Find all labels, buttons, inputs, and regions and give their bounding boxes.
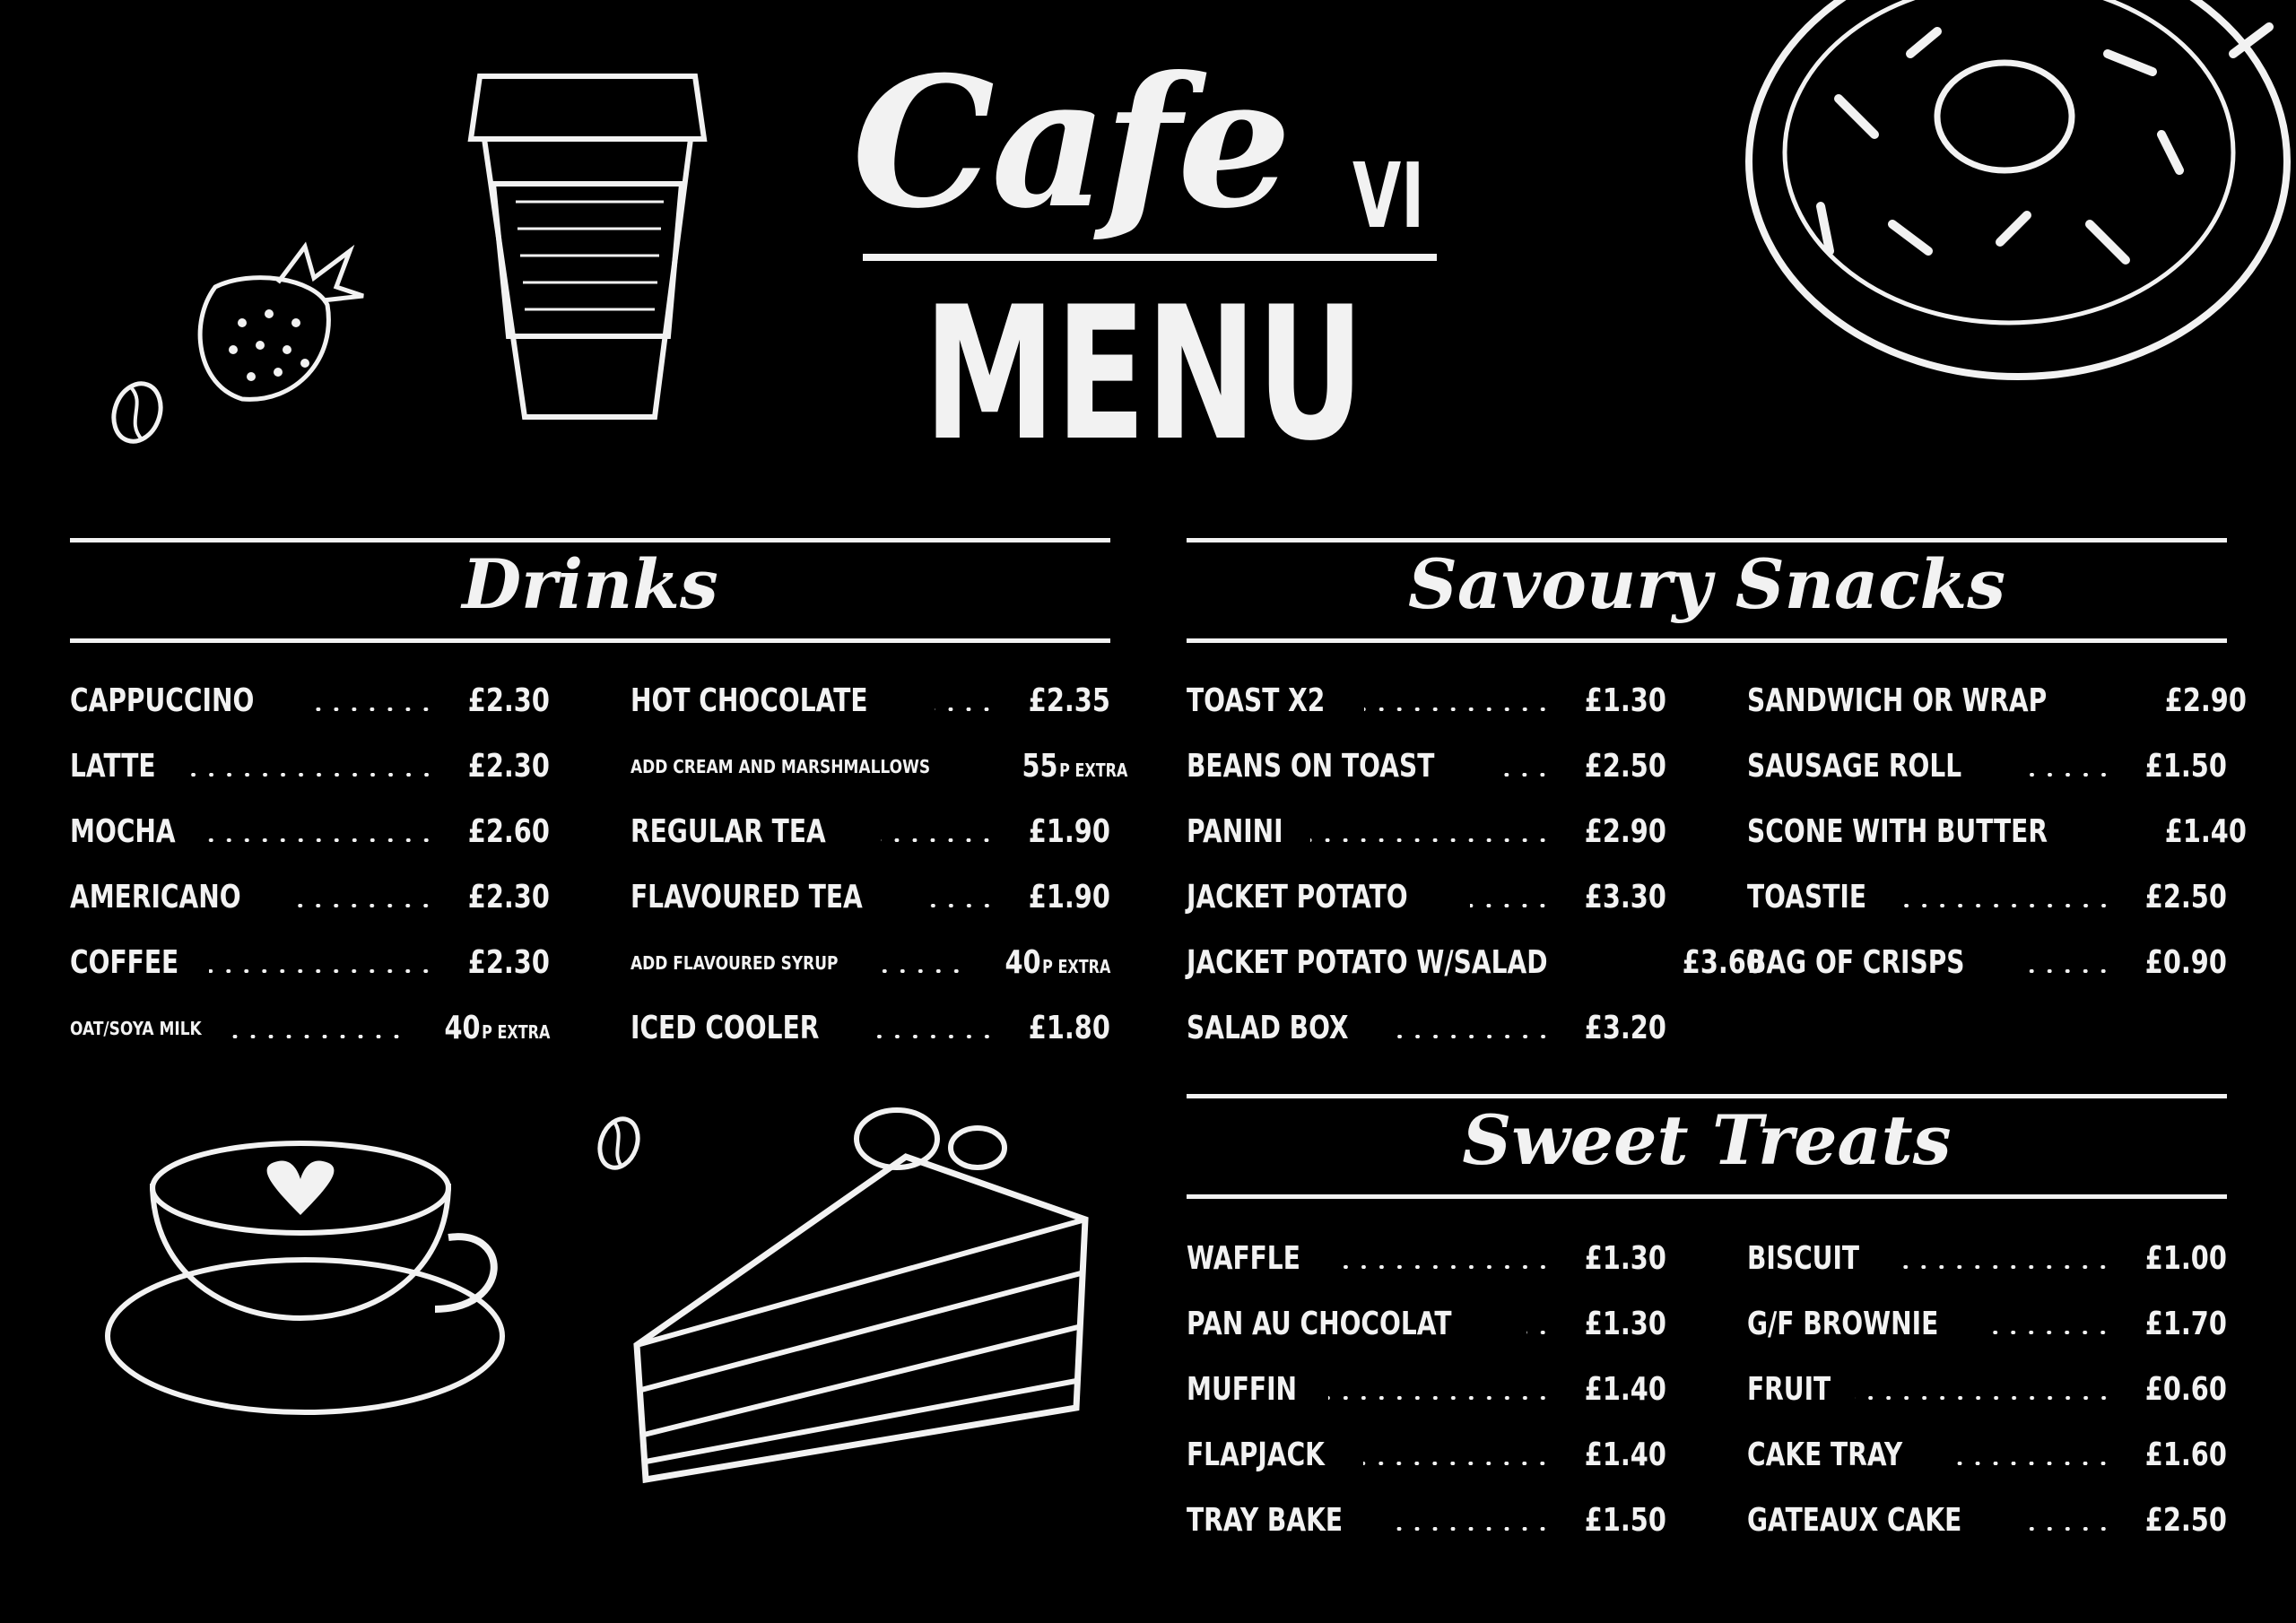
item-price [1585,1436,1666,1473]
item-name: ADD CREAM AND MARSHMALLOWS [631,755,931,777]
price-amount: £0.90 [2144,944,2227,981]
dot-leader [1387,1527,1552,1531]
price-amount: £2.50 [1584,748,1666,785]
item-name: SANDWICH OR WRAP [1747,682,2048,719]
menu-item [1747,1422,2227,1488]
menu-item [631,864,1110,930]
item-name: GATEAUX CAKE [1747,1502,1962,1539]
item-price [468,748,550,785]
savoury-section [1187,538,2227,646]
sweet-heading: Sweet Treats [1462,1100,1952,1180]
item-price [1585,1502,1666,1539]
menu-item [1187,1422,1666,1488]
price-amount: £1.50 [2144,748,2227,785]
price-amount: 55 [1022,748,1058,785]
sweet-rule-bottom [1187,1194,2227,1199]
menu-item [631,733,1128,799]
item-price [2145,1371,2227,1408]
item-name: LATTE [70,748,156,785]
drinks-section [70,538,1110,646]
menu-item [1187,1226,1666,1291]
item-name: TRAY BAKE [1187,1502,1344,1539]
dot-leader [306,707,435,711]
item-name: BAG OF CRISPS [1747,944,1965,981]
item-price [468,682,550,719]
price-amount: £1.80 [1028,1010,1110,1046]
strawberry-icon [179,233,368,412]
price-amount: £1.30 [1584,1240,1666,1277]
item-price [1585,1010,1666,1046]
drinks-heading: Drinks [462,544,718,624]
item-name: FLAPJACK [1187,1436,1325,1473]
item-name: FLAVOURED TEA [631,879,863,916]
item-price [468,879,550,916]
dot-leader [209,969,435,973]
menu-item [631,668,1110,733]
price-amount: £1.90 [1028,813,1110,850]
sweet-column-1 [1187,1226,1666,1553]
price-amount: £1.40 [1584,1371,1666,1408]
menu-item [1187,733,1666,799]
price-unit: P EXTRA [1041,956,1110,977]
dot-leader [1310,838,1552,842]
item-price [1585,1240,1666,1277]
menu-item [1187,864,1666,930]
price-amount: £0.60 [2144,1371,2227,1408]
item-price [1022,748,1128,785]
cake-slice-icon [619,1085,1103,1506]
item-name: SALAD BOX [1187,1010,1349,1046]
dot-leader [1504,773,1552,777]
item-name: HOT CHOCOLATE [631,682,868,719]
item-price [1029,1010,1110,1046]
price-amount: £1.30 [1584,1306,1666,1342]
drinks-rule-top [70,538,1110,542]
price-amount: £1.40 [2165,813,2248,850]
menu-item [1747,1226,2227,1291]
item-price [2145,944,2227,981]
menu-item [1187,1291,1666,1357]
price-amount: £2.30 [467,682,550,719]
price-amount: £2.30 [467,879,550,916]
savoury-heading: Savoury Snacks [1407,544,2005,624]
item-name: REGULAR TEA [631,813,826,850]
menu-item [1187,995,1666,1061]
price-amount: £1.50 [1584,1502,1666,1539]
price-amount: £2.90 [1584,813,1666,850]
item-price [1029,682,1110,719]
item-price [1029,813,1110,850]
price-amount: £3.60 [1682,944,1764,981]
dot-leader [874,969,965,973]
price-amount: £2.30 [467,944,550,981]
sweet-rule-top [1187,1094,2227,1098]
dot-leader [1363,1462,1552,1465]
item-price [1585,1371,1666,1408]
cafe-name: Cafe [852,38,1289,248]
dot-leader [1946,1462,2112,1465]
price-amount: 40 [444,1010,481,1046]
price-amount: £2.60 [467,813,550,850]
item-price [1585,879,1666,916]
dot-leader [289,904,435,907]
item-name: CAKE TRAY [1747,1436,1903,1473]
drinks-column-1 [70,668,550,1061]
menu-item [631,995,1110,1061]
item-name: G/F BROWNIE [1747,1306,1939,1342]
takeaway-cup-icon [453,58,722,435]
item-name: JACKET POTATO [1187,879,1408,916]
item-price [1585,682,1666,719]
savoury-rule-bottom [1187,638,2227,643]
dot-leader [225,1035,405,1038]
savoury-rule-top [1187,538,2227,542]
menu-item [1187,1357,1666,1422]
item-name: JACKET POTATO W/SALAD [1187,944,1548,981]
price-amount: £1.90 [1028,879,1110,916]
item-name: MOCHA [70,813,176,850]
menu-item [70,864,550,930]
item-price [1585,813,1666,850]
item-price [1029,879,1110,916]
price-amount: £2.30 [467,748,550,785]
dot-leader [928,904,996,907]
item-name: PANINI [1187,813,1283,850]
item-name: SAUSAGE ROLL [1747,748,1962,785]
item-name: CAPPUCCINO [70,682,255,719]
dot-leader [1333,1265,1552,1269]
item-price [1004,944,1110,981]
item-name: TOAST X2 [1187,682,1326,719]
dot-leader [1900,904,2113,907]
dot-leader [1526,1331,1552,1334]
latte-cup-icon [90,1130,520,1426]
item-price [2145,879,2227,916]
menu-item [70,668,550,733]
menu-item [70,799,550,864]
menu-item [70,733,550,799]
item-name: COFFEE [70,944,179,981]
price-unit: P EXTRA [1059,759,1128,781]
item-price [468,813,550,850]
dot-leader [2026,969,2112,973]
menu-item [1187,1488,1666,1553]
menu-item [631,930,1110,995]
item-name: AMERICANO [70,879,241,916]
savoury-column-2 [1747,668,2248,995]
menu-item [1187,668,1666,733]
item-price [2145,1502,2227,1539]
menu-item [1747,733,2227,799]
menu-item [1747,1291,2227,1357]
menu-item [1747,930,2227,995]
item-name: ICED COOLER [631,1010,820,1046]
dot-leader [2022,1527,2112,1531]
dot-leader [881,838,996,842]
price-amount: £3.30 [1584,879,1666,916]
dot-leader [935,707,996,711]
sweet-column-2 [1747,1226,2227,1553]
drinks-rule-bottom [70,638,1110,643]
item-price [468,944,550,981]
dot-leader [1992,1331,2112,1334]
menu-item [1747,799,2248,864]
item-price [2145,1240,2227,1277]
coffee-bean-icon [106,377,169,448]
item-name: SCONE WITH BUTTER [1747,813,2048,850]
item-price [2164,682,2246,719]
item-price [1585,748,1666,785]
dot-leader [205,838,435,842]
item-name: BISCUIT [1747,1240,1860,1277]
dot-leader [1855,1396,2113,1400]
price-amount: £2.90 [2164,682,2247,719]
price-amount: 40 [1004,944,1041,981]
dot-leader [1470,904,1552,907]
item-name: PAN AU CHOCOLAT [1187,1306,1452,1342]
price-amount: £2.35 [1028,682,1110,719]
item-name: BEANS ON TOAST [1187,748,1435,785]
item-price [2145,748,2227,785]
item-name: OAT/SOYA MILK [70,1017,202,1039]
menu-item [631,799,1110,864]
drinks-column-2 [631,668,1128,1061]
price-amount: £1.40 [1584,1436,1666,1473]
dot-leader [1891,1265,2112,1269]
dot-leader [180,773,436,777]
item-name: MUFFIN [1187,1371,1298,1408]
price-amount: £1.70 [2144,1306,2227,1342]
price-amount: £3.20 [1584,1010,1666,1046]
price-unit: P EXTRA [481,1021,550,1043]
price-amount: £2.50 [2144,1502,2227,1539]
item-name: FRUIT [1747,1371,1831,1408]
price-amount: £1.30 [1584,682,1666,719]
item-price [444,1010,550,1046]
menu-item [70,930,550,995]
title-divider [863,254,1437,261]
price-amount: £1.00 [2144,1240,2227,1277]
price-amount: £1.60 [2144,1436,2227,1473]
dot-leader [873,1035,996,1038]
menu-item [70,995,550,1061]
item-price [2145,1306,2227,1342]
item-name: TOASTIE [1747,879,1867,916]
donut-icon [1731,0,2296,421]
price-amount: £2.50 [2144,879,2227,916]
dot-leader [1364,707,1552,711]
item-price [2165,813,2247,850]
item-price [1585,1306,1666,1342]
dot-leader [2022,773,2113,777]
menu-heading: MENU [924,268,1365,482]
item-name: WAFFLE [1187,1240,1300,1277]
item-price [2145,1436,2227,1473]
menu-item [1747,668,2247,733]
menu-item [1747,1357,2227,1422]
cafe-name-suffix: VI [1352,143,1425,248]
menu-item [1187,930,1764,995]
sweet-section [1187,1094,2227,1202]
menu-item [1747,1488,2227,1553]
dot-leader [1395,1035,1552,1038]
item-name: ADD FLAVOURED SYRUP [631,951,839,974]
menu-item [1187,799,1666,864]
savoury-column-1 [1187,668,1764,1061]
dot-leader [1328,1396,1552,1400]
menu-item [1747,864,2227,930]
